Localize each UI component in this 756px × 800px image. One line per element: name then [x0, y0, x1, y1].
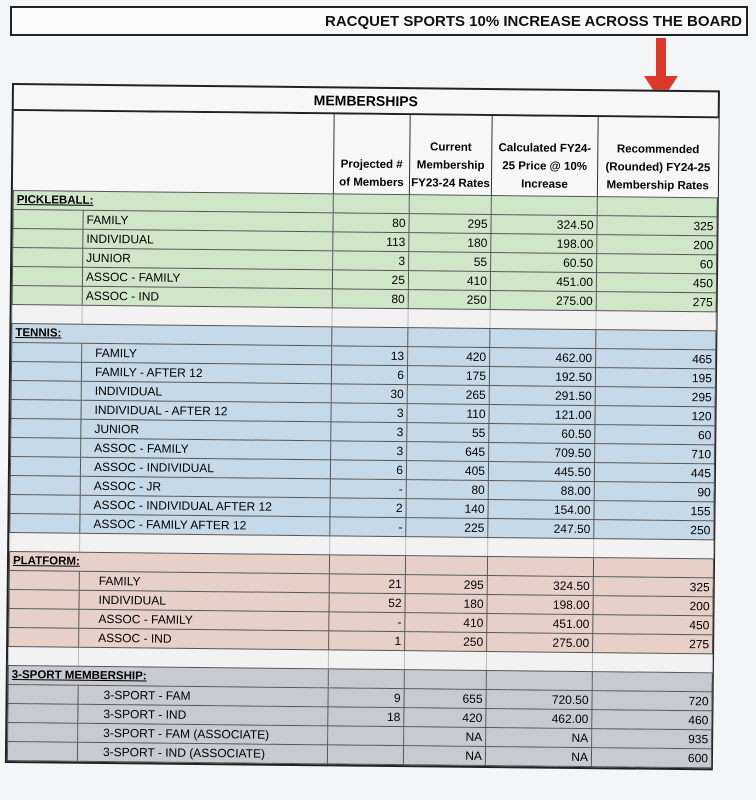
projected-members: 2: [330, 498, 406, 518]
spacer-cell: [594, 539, 714, 559]
calculated-price: NA: [485, 746, 591, 766]
projected-members: 18: [328, 707, 404, 727]
section-empty-cell: [491, 196, 597, 216]
projected-members: 25: [332, 270, 408, 290]
spacer-cell: [408, 309, 490, 329]
spacer-cell: [78, 647, 328, 669]
section-title: PICKLEBALL:: [13, 191, 333, 213]
recommended-rate: 450: [596, 273, 716, 293]
row-blank-cell: [11, 381, 81, 401]
spacer-cell: [8, 646, 78, 666]
section-title: TENNIS:: [12, 324, 332, 346]
projected-members: 6: [331, 365, 407, 385]
projected-members: 6: [330, 460, 406, 480]
membership-type: INDIVIDUAL - AFTER 12: [81, 400, 331, 422]
spacer-cell: [330, 536, 406, 556]
row-blank-cell: [10, 514, 80, 534]
projected-members: 1: [329, 631, 405, 651]
row-blank-cell: [9, 570, 79, 590]
membership-type: ASSOC - FAMILY: [79, 609, 329, 631]
section-empty-cell: [328, 669, 404, 689]
projected-members: 3: [331, 403, 407, 423]
projected-members: 21: [329, 574, 405, 594]
header-projected: Projected # of Members: [333, 114, 410, 194]
membership-type: 3-SPORT - IND: [78, 704, 328, 726]
projected-members: 52: [329, 593, 405, 613]
section-title: 3-SPORT MEMBERSHIP:: [8, 665, 328, 687]
calculated-price: 324.50: [487, 576, 593, 596]
section-title: PLATFORM:: [9, 552, 329, 574]
calculated-price: 462.00: [486, 708, 592, 728]
calculated-price: 720.50: [486, 689, 592, 709]
current-rate: 410: [408, 271, 490, 291]
row-blank-cell: [11, 400, 81, 420]
current-rate: 405: [406, 461, 488, 481]
memberships-title: MEMBERSHIPS: [14, 85, 718, 118]
row-blank-cell: [13, 248, 83, 268]
recommended-rate: 600: [591, 748, 711, 768]
current-rate: 80: [406, 480, 488, 500]
membership-type: 3-SPORT - IND (ASSOCIATE): [77, 742, 327, 764]
membership-type: ASSOC - IND: [82, 286, 332, 308]
section-empty-cell: [487, 557, 593, 577]
spacer-cell: [596, 311, 716, 331]
row-blank-cell: [10, 495, 80, 515]
current-rate: 180: [405, 594, 487, 614]
header-row: [13, 111, 718, 198]
projected-members: 80: [333, 213, 409, 233]
section-empty-cell: [593, 558, 713, 578]
row-blank-cell: [8, 684, 78, 704]
header-recommended: Recommended (Rounded) FY24-25 Membership Rates: [597, 117, 718, 198]
projected-members: -: [329, 612, 405, 632]
section-empty-cell: [333, 194, 409, 214]
row-blank-cell: [10, 457, 80, 477]
calculated-price: 709.50: [489, 443, 595, 463]
row-blank-cell: [12, 286, 82, 306]
membership-type: JUNIOR: [83, 248, 333, 270]
spacer-cell: [12, 305, 82, 325]
current-rate: 645: [407, 442, 489, 462]
current-rate: 420: [404, 708, 486, 728]
projected-members: 80: [332, 289, 408, 309]
recommended-rate: 325: [597, 216, 717, 236]
row-blank-cell: [9, 608, 79, 628]
membership-type: INDIVIDUAL: [83, 229, 333, 251]
projected-members: 9: [328, 688, 404, 708]
projected-members: [328, 726, 404, 746]
calculated-price: 88.00: [488, 481, 594, 501]
row-blank-cell: [12, 267, 82, 287]
current-rate: 175: [407, 366, 489, 386]
calculated-price: 462.00: [490, 348, 596, 368]
calculated-price: 324.50: [491, 215, 597, 235]
current-rate: 180: [409, 233, 491, 253]
membership-type: ASSOC - INDIVIDUAL AFTER 12: [80, 495, 330, 517]
section-empty-cell: [329, 555, 405, 575]
recommended-rate: 120: [595, 406, 715, 426]
membership-type: ASSOC - INDIVIDUAL: [80, 457, 330, 479]
membership-type: JUNIOR: [81, 419, 331, 441]
recommended-rate: 935: [592, 729, 712, 749]
membership-type: ASSOC - JR: [80, 476, 330, 498]
membership-type: ASSOC - FAMILY: [81, 438, 331, 460]
recommended-rate: 460: [592, 710, 712, 730]
recommended-rate: 450: [593, 615, 713, 635]
calculated-price: 275.00: [490, 291, 596, 311]
recommended-rate: 465: [596, 349, 716, 369]
spacer-cell: [328, 650, 404, 670]
spacer-cell: [404, 651, 486, 671]
membership-type: ASSOC - FAMILY AFTER 12: [80, 514, 330, 536]
current-rate: 250: [408, 290, 490, 310]
header-current: Current Membership FY23-24 Rates: [409, 115, 492, 195]
membership-type: FAMILY: [82, 343, 332, 365]
section-empty-cell: [490, 329, 596, 349]
row-blank-cell: [11, 419, 81, 439]
recommended-rate: 195: [595, 368, 715, 388]
banner-title: RACQUET SPORTS 10% INCREASE ACROSS THE BOARD: [10, 6, 748, 36]
calculated-price: 60.50: [489, 424, 595, 444]
header-calculated: Calculated FY24-25 Price @ 10% Increase: [491, 116, 598, 197]
spacer-cell: [80, 533, 330, 555]
projected-members: 30: [331, 384, 407, 404]
membership-type: INDIVIDUAL: [81, 381, 331, 403]
current-rate: 110: [407, 404, 489, 424]
recommended-rate: 275: [596, 292, 716, 312]
recommended-rate: 200: [593, 596, 713, 616]
calculated-price: 154.00: [488, 500, 594, 520]
membership-type: FAMILY: [79, 571, 329, 593]
spacer-cell: [406, 537, 488, 557]
recommended-rate: 90: [594, 482, 714, 502]
projected-members: [327, 745, 403, 765]
recommended-rate: 720: [592, 691, 712, 711]
recommended-rate: 200: [597, 235, 717, 255]
projected-members: 3: [331, 422, 407, 442]
row-blank-cell: [8, 703, 78, 723]
row-blank-cell: [7, 741, 77, 761]
projected-members: 113: [333, 232, 409, 252]
calculated-price: 445.50: [488, 462, 594, 482]
calculated-price: 121.00: [489, 405, 595, 425]
recommended-rate: 60: [595, 425, 715, 445]
calculated-price: 198.00: [491, 234, 597, 254]
current-rate: 225: [406, 518, 488, 538]
row-blank-cell: [12, 343, 82, 363]
calculated-price: 291.50: [489, 386, 595, 406]
recommended-rate: 275: [593, 634, 713, 654]
membership-type: ASSOC - IND: [79, 628, 329, 650]
recommended-rate: 60: [597, 254, 717, 274]
row-blank-cell: [9, 627, 79, 647]
calculated-price: NA: [486, 727, 592, 747]
row-blank-cell: [11, 362, 81, 382]
row-blank-cell: [11, 438, 81, 458]
calculated-price: 451.00: [490, 272, 596, 292]
calculated-price: 198.00: [487, 595, 593, 615]
spacer-cell: [82, 305, 332, 327]
section-empty-cell: [596, 330, 716, 350]
current-rate: 420: [408, 347, 490, 367]
section-empty-cell: [486, 670, 592, 690]
spacer-cell: [592, 653, 712, 673]
section-empty-cell: [405, 556, 487, 576]
recommended-rate: 155: [594, 501, 714, 521]
current-rate: NA: [403, 746, 485, 766]
current-rate: NA: [404, 727, 486, 747]
spacer-cell: [332, 308, 408, 328]
recommended-rate: 445: [594, 463, 714, 483]
header-blank: [13, 111, 84, 191]
projected-members: -: [330, 517, 406, 537]
calculated-price: 60.50: [491, 253, 597, 273]
current-rate: 655: [404, 689, 486, 709]
table-body: [7, 191, 717, 768]
section-empty-cell: [597, 197, 717, 217]
current-rate: 250: [405, 632, 487, 652]
spacer-cell: [490, 310, 596, 330]
calculated-price: 192.50: [489, 367, 595, 387]
current-rate: 410: [405, 613, 487, 633]
current-rate: 295: [405, 575, 487, 595]
row-blank-cell: [13, 229, 83, 249]
calculated-price: 247.50: [488, 519, 594, 539]
row-blank-cell: [10, 476, 80, 496]
projected-members: -: [330, 479, 406, 499]
projected-members: 3: [331, 441, 407, 461]
memberships-sheet: [5, 83, 720, 770]
calculated-price: 451.00: [487, 614, 593, 634]
membership-type: FAMILY - AFTER 12: [81, 362, 331, 384]
spacer-cell: [10, 533, 80, 553]
section-empty-cell: [332, 327, 408, 347]
projected-members: 13: [332, 346, 408, 366]
membership-type: 3-SPORT - FAM: [78, 685, 328, 707]
section-empty-cell: [409, 195, 491, 215]
section-empty-cell: [592, 672, 712, 692]
current-rate: 295: [409, 214, 491, 234]
calculated-price: 275.00: [487, 633, 593, 653]
current-rate: 265: [407, 385, 489, 405]
recommended-rate: 325: [593, 577, 713, 597]
row-blank-cell: [13, 210, 83, 230]
memberships-table: [7, 111, 719, 768]
row-blank-cell: [8, 722, 78, 742]
recommended-rate: 295: [595, 387, 715, 407]
membership-type: INDIVIDUAL: [79, 590, 329, 612]
recommended-rate: 250: [594, 520, 714, 540]
membership-type: 3-SPORT - FAM (ASSOCIATE): [78, 723, 328, 745]
spacer-cell: [488, 538, 594, 558]
membership-type: ASSOC - FAMILY: [82, 267, 332, 289]
header-blank-2: [83, 112, 334, 194]
membership-type: FAMILY: [83, 210, 333, 232]
row-blank-cell: [9, 589, 79, 609]
projected-members: 3: [333, 251, 409, 271]
section-empty-cell: [404, 670, 486, 690]
spacer-cell: [486, 652, 592, 672]
current-rate: 140: [406, 499, 488, 519]
section-empty-cell: [408, 328, 490, 348]
current-rate: 55: [409, 252, 491, 272]
current-rate: 55: [407, 423, 489, 443]
recommended-rate: 710: [595, 444, 715, 464]
